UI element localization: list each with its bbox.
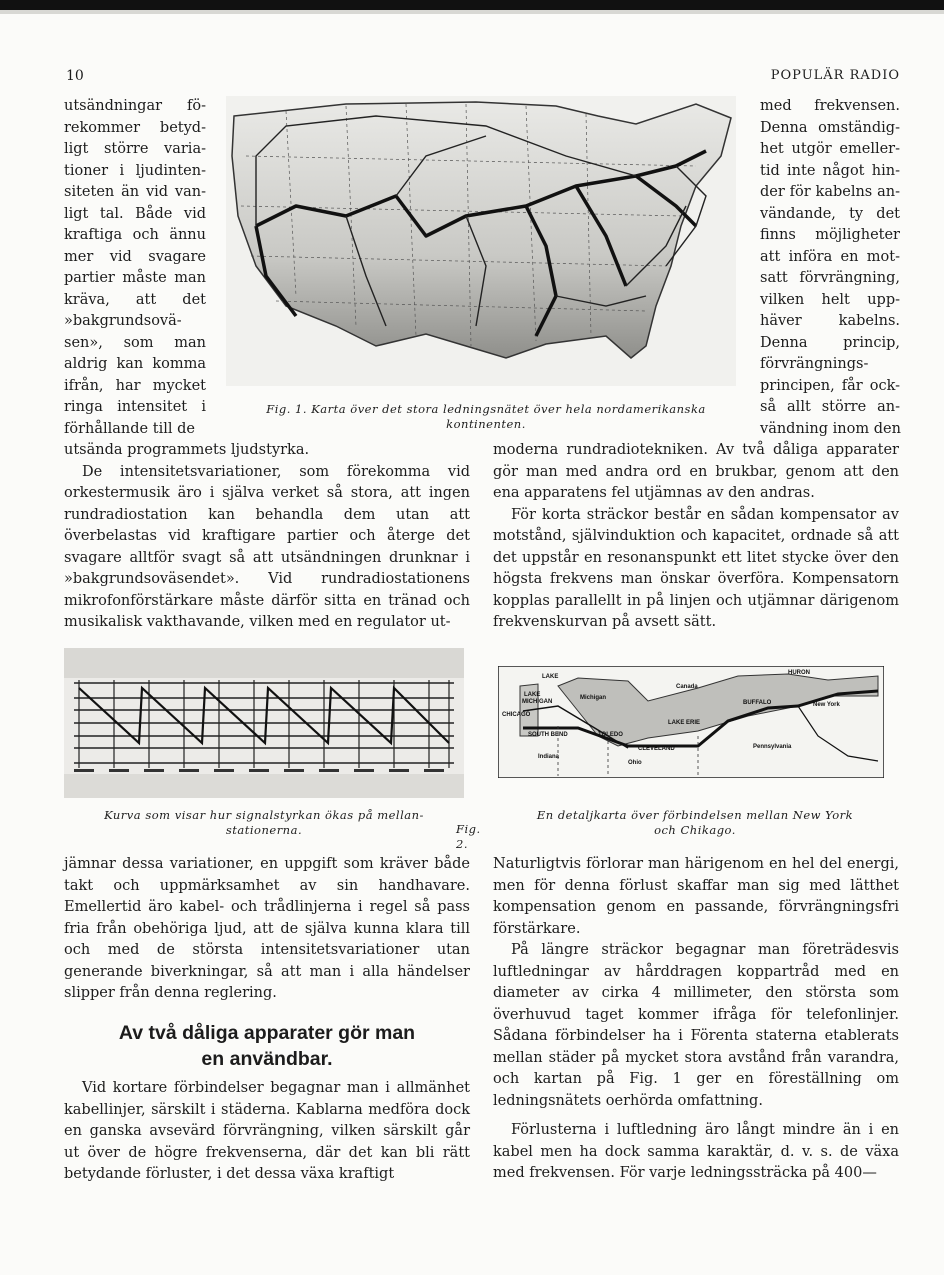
section-heading-line2: en användbar. (201, 1048, 333, 1070)
figure-2-label: Fig. 2. (456, 822, 481, 851)
signal-strength-curve (64, 648, 464, 798)
text-line: vändande, ty det (760, 205, 900, 222)
text-line: kräva, att det (64, 291, 206, 308)
text-line: vilken helt upp- (760, 291, 900, 308)
map-label-indiana: Indiana (538, 754, 560, 760)
figure-1-label: Fig. 1. (266, 402, 308, 416)
text-line: att införa en mot- (760, 248, 900, 265)
figure-2-curve (64, 648, 464, 798)
text-line: partier måste man (64, 270, 206, 286)
paragraph: moderna rundradiotekniken. Av två dåliga apparater gör man med andra ord en brukbar, genom att den ena apparatens fel utjämnas av den andras. (493, 442, 899, 501)
right-column-lower (493, 854, 899, 1185)
text-line: satt förvrängning, (760, 270, 900, 286)
map-label-new-york: New York (813, 702, 840, 708)
map-label-lake-erie: LAKE ERIE (668, 720, 701, 726)
text-line: sen», som man (64, 334, 206, 351)
left-column-section (64, 1078, 470, 1186)
paragraph: utsända programmets ljudstyrka. (64, 442, 310, 458)
text-line: Denna princip, (760, 334, 900, 351)
map-label-ohio: Ohio (628, 760, 642, 766)
text-line: ringa intensitet i (64, 399, 206, 415)
section-heading (64, 1020, 470, 1072)
left-column-lower (64, 854, 470, 1005)
left-column-upper (64, 440, 470, 634)
text-line: »bakgrundsovä- (64, 313, 182, 329)
right-column-upper (493, 440, 899, 634)
map-label-lake-top: LAKE (542, 674, 559, 680)
paragraph: På längre sträckor begagnar man företrädesvis luftledningar av hårddragen koppartråd med en diameter av cirka 4 millimeter, den största som överhuvud taget kommer ifråga för telefonlinjer. Sådana förbindelser ha i Förenta staterna etablerats mellan städer på mycket stora avstånd från varandra, och kartan på Fig. 1 ger en föreställning om ledningsnätets oerhörda omfattning. (493, 942, 899, 1109)
text-line: med frekvensen. (760, 98, 900, 114)
text-line: så allt större an- (760, 399, 900, 415)
ny-chicago-map (498, 666, 884, 778)
text-line: tioner i ljudinten- (64, 162, 206, 179)
text-line: ligt tal. Både vid (64, 205, 206, 222)
text-line: siteten än vid van- (64, 184, 206, 200)
text-line: het utgör emeller- (760, 141, 900, 157)
map-label-south-bend: SOUTH BEND (528, 732, 568, 738)
text-line: tid inte något hin- (760, 162, 900, 179)
text-line: finns möjligheter (760, 227, 900, 243)
text-line: ligt större varia- (64, 141, 206, 157)
map-label-michigan-lake: MICHIGAN (522, 699, 553, 705)
paragraph: Naturligtvis förlorar man härigenom en hel del energi, men för denna förlust skaffar man sig med lätthet kompensation genom en passande, förvrängningsfri förstärkare. (493, 856, 899, 937)
running-head: POPULÄR RADIO (770, 68, 900, 83)
map-label-pennsylvania: Pennsylvania (753, 744, 792, 750)
paragraph: Förlusterna i luftledning äro långt mindre än i en kabel men ha dock samma karaktär, d. v. s. de växa med frekvensen. För varje ledningssträcka på 400— (493, 1122, 899, 1181)
paragraph: jämnar dessa variationer, en uppgift som kräver både takt och uppmärksamhet av sin handhavare. Emellertid äro kabel- och trådlinjerna i regel så pass fria från obehöriga ljud, att de själva kunna klara till och med de största intensitetsvariationer utan generande biverkningar, så att man i alla händelser slipper från denna reglering. (64, 856, 470, 1001)
scan-top-edge (0, 0, 944, 10)
figure-2-left-caption-line2: stationerna. (225, 823, 303, 837)
section-heading-line1: Av två dåliga apparater gör man (118, 1022, 416, 1044)
map-label-canada: Canada (676, 684, 698, 690)
text-line: förhållande till de (64, 420, 195, 437)
paragraph: De intensitetsvariationer, som förekomma vid orkestermusik äro i själva verket så stora, att ingen rundradiostation kan behandla dem utan att överbelastas vid kraftigare partier och återge det svagare alltför svagt så att utsändningen drunknar i »bakgrundsoväsendet». Vid rundradiostationens mikrofonförstärkare måste därför sitta en tränad och musikalisk vakthavande, vilken med en regulator ut- (64, 463, 470, 630)
figure-1-map (226, 96, 736, 386)
text-line: vändning inom den (760, 420, 901, 437)
map-label-chicago: CHICAGO (502, 712, 531, 718)
text-line: rekommer betyd- (64, 119, 206, 136)
figure-1-caption-line2: kontinenten. (446, 417, 526, 431)
text-line: kraftiga och ännu (64, 227, 206, 243)
paragraph: Vid kortare förbindelser begagnar man i allmänhet kabellinjer, särskilt i städerna. Kablarna medföra dock en ganska avsevärd förvrängning, vilken särskilt går ut över de högre frekvenserna, där det kan bli rätt betydande förluster, i det dessa växa kraftigt (64, 1080, 470, 1182)
text-line: der för kabelns an- (760, 184, 900, 200)
right-narrow-column (760, 96, 900, 440)
figure-1-caption-line1: Karta över det stora ledningsnätet över hela nordamerikanska (311, 402, 706, 416)
figure-2-right-caption-line1: En detaljkarta över förbindelsen mellan New York (536, 808, 854, 822)
figure-2-left-caption-line1: Kurva som visar hur signalstyrkan ökas på mellan- (104, 808, 424, 822)
map-label-huron: HURON (788, 670, 810, 676)
paragraph: För korta sträckor består en sådan kompensator av motstånd, självinduktion och kapacitet, ordnade så att det uppstår en resonanspunkt ett litet stycke över den högsta frekvens man önskar överföra. Kompensatorn kopplas parallellt in på linjen och utjämnar därigenom frekvenskurvan på avsett sätt. (493, 506, 899, 630)
map-label-michigan: Michigan (580, 695, 607, 701)
text-line: mer vid svagare (64, 248, 206, 265)
figure-1-caption (236, 402, 736, 432)
text-line: utsändningar fö- (64, 98, 206, 114)
text-line: aldrig kan komma (64, 356, 206, 372)
text-line: principen, får ock- (760, 377, 900, 394)
figure-2-detail-map (498, 666, 884, 778)
map-label-lake-left: LAKE (524, 692, 541, 698)
map-label-cleveland: CLEVELAND (638, 746, 675, 752)
text-line: förvrängnings- (760, 356, 869, 372)
text-line: häver kabelns. (760, 313, 900, 329)
text-line: Denna omständig- (760, 119, 900, 136)
text-line: ifrån, har mycket (64, 377, 206, 394)
left-narrow-column (64, 96, 206, 440)
us-network-map (226, 96, 736, 386)
scan-top-shadow (0, 10, 944, 14)
map-label-toledo: TOLEDO (598, 732, 623, 738)
figure-2-left-caption (64, 808, 464, 838)
map-label-buffalo: BUFFALO (743, 700, 772, 706)
figure-2-right-caption (500, 808, 890, 838)
page-number: 10 (66, 68, 84, 84)
figure-2-right-caption-line2: och Chikago. (654, 823, 736, 837)
